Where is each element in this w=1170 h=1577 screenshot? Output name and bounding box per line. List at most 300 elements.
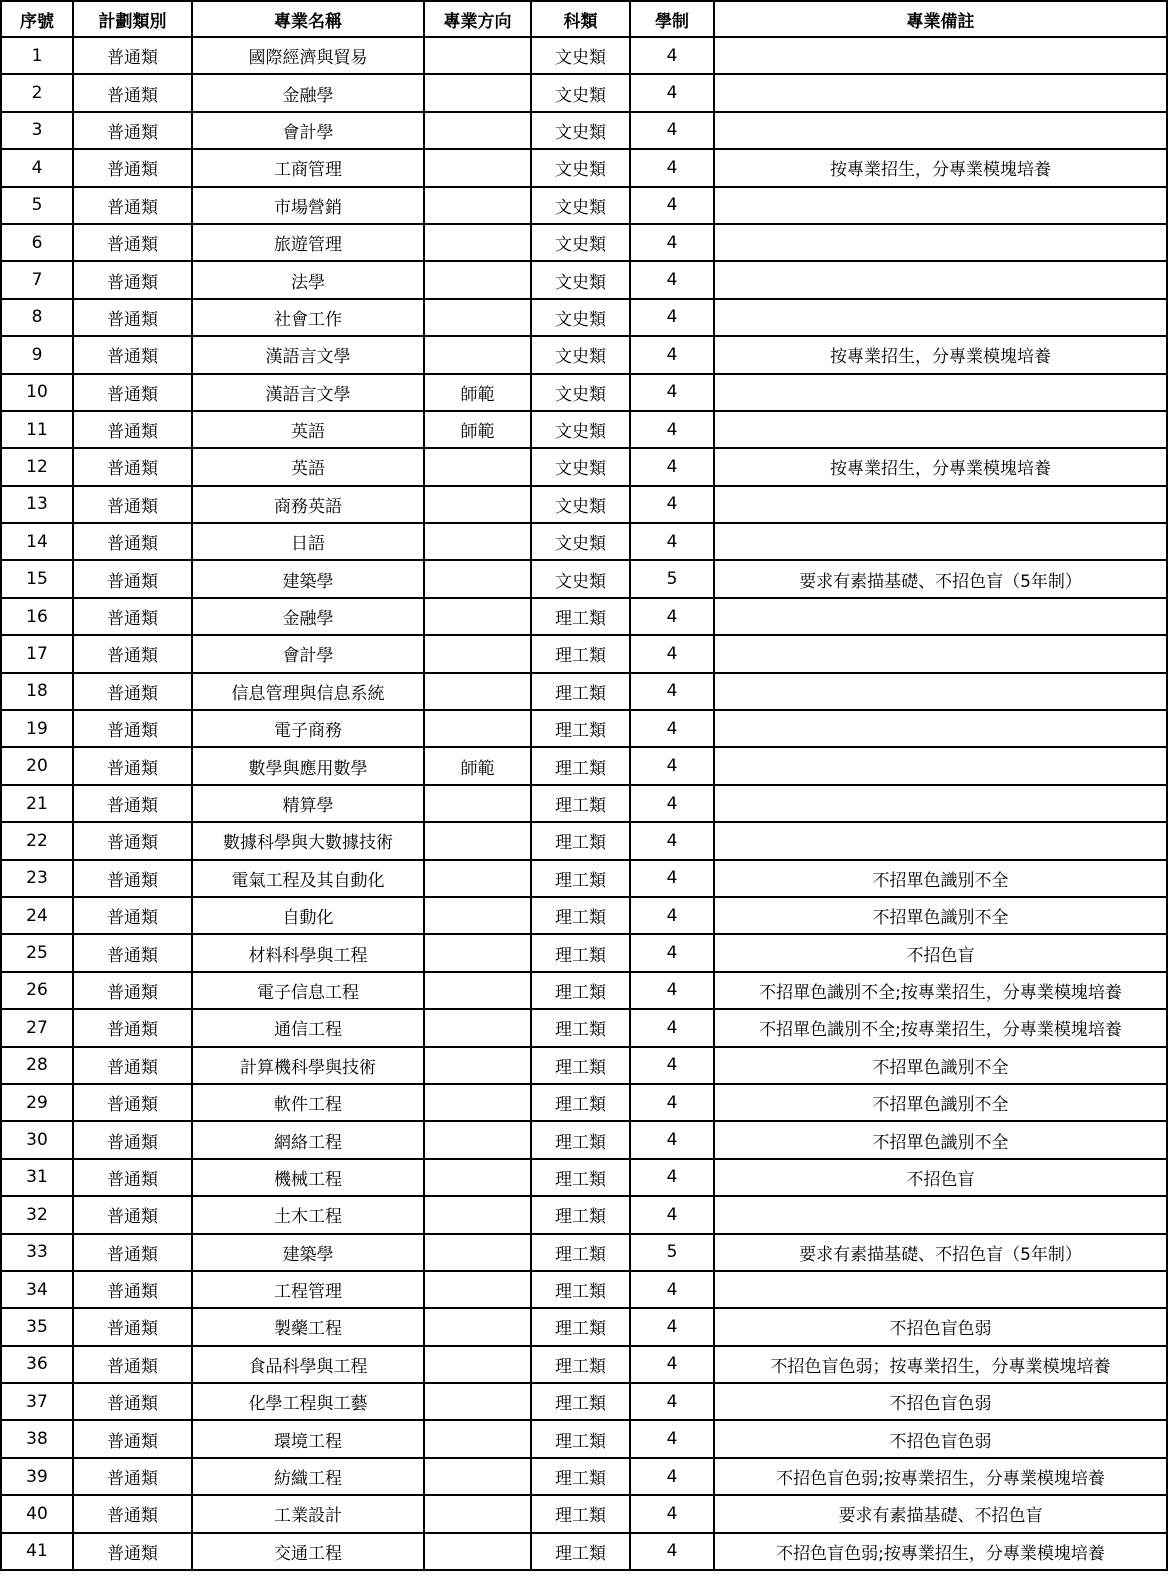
direction-cell: [424, 299, 531, 336]
subject-category-cell: 文史類: [531, 187, 630, 224]
index-cell: 39: [1, 1458, 73, 1495]
remarks-cell: 要求有素描基礎、不招色盲（5年制）: [714, 560, 1167, 597]
table-row: [1, 897, 1167, 934]
index-cell: 24: [1, 897, 73, 934]
direction-cell: [424, 560, 531, 597]
plan-type-cell: 普通類: [73, 1121, 192, 1158]
direction-cell: [424, 1533, 531, 1570]
index-cell: 9: [1, 336, 73, 373]
remarks-cell: 不招色盲色弱: [714, 1420, 1167, 1457]
direction-cell: [424, 37, 531, 74]
table-row: [1, 1383, 1167, 1420]
table-row: [1, 1533, 1167, 1570]
index-cell: 2: [1, 74, 73, 111]
duration-cell: 4: [630, 1458, 714, 1495]
major-name-cell: 建築學: [192, 1234, 424, 1271]
subject-category-cell: 理工類: [531, 635, 630, 672]
plan-type-cell: 普通類: [73, 149, 192, 186]
subject-category-cell: 文史類: [531, 37, 630, 74]
index-cell: 14: [1, 523, 73, 560]
index-cell: 15: [1, 560, 73, 597]
subject-category-cell: 理工類: [531, 1383, 630, 1420]
remarks-cell: 不招色盲色弱: [714, 1308, 1167, 1345]
header-cell-remarks: 專業備註: [714, 1, 1167, 37]
table-body: [1, 37, 1167, 1570]
plan-type-cell: 普通類: [73, 785, 192, 822]
subject-category-cell: 文史類: [531, 448, 630, 485]
direction-cell: [424, 261, 531, 298]
major-name-cell: 通信工程: [192, 1009, 424, 1046]
duration-cell: 4: [630, 785, 714, 822]
subject-category-cell: 文史類: [531, 411, 630, 448]
index-cell: 21: [1, 785, 73, 822]
remarks-cell: [714, 822, 1167, 859]
subject-category-cell: 理工類: [531, 1495, 630, 1532]
direction-cell: [424, 336, 531, 373]
direction-cell: [424, 897, 531, 934]
table-row: [1, 1084, 1167, 1121]
direction-cell: [424, 860, 531, 897]
table-row: [1, 74, 1167, 111]
index-cell: 11: [1, 411, 73, 448]
index-cell: 16: [1, 598, 73, 635]
header-cell-index: 序號: [1, 1, 73, 37]
plan-type-cell: 普通類: [73, 1533, 192, 1570]
table-row: [1, 673, 1167, 710]
remarks-cell: 不招單色識別不全: [714, 897, 1167, 934]
duration-cell: 4: [630, 1196, 714, 1233]
table-row: [1, 860, 1167, 897]
header-cell-plan-type: 計劃類別: [73, 1, 192, 37]
subject-category-cell: 文史類: [531, 374, 630, 411]
index-cell: 37: [1, 1383, 73, 1420]
remarks-cell: 要求有素描基礎、不招色盲（5年制）: [714, 1234, 1167, 1271]
major-name-cell: 國際經濟與貿易: [192, 37, 424, 74]
major-name-cell: 市場營銷: [192, 187, 424, 224]
plan-type-cell: 普通類: [73, 710, 192, 747]
duration-cell: 4: [630, 411, 714, 448]
plan-type-cell: 普通類: [73, 560, 192, 597]
direction-cell: 師範: [424, 411, 531, 448]
major-name-cell: 電子商務: [192, 710, 424, 747]
major-name-cell: 數據科學與大數據技術: [192, 822, 424, 859]
index-cell: 19: [1, 710, 73, 747]
subject-category-cell: 文史類: [531, 112, 630, 149]
remarks-cell: [714, 785, 1167, 822]
major-name-cell: 軟件工程: [192, 1084, 424, 1121]
index-cell: 12: [1, 448, 73, 485]
duration-cell: 4: [630, 747, 714, 784]
subject-category-cell: 理工類: [531, 822, 630, 859]
plan-type-cell: 普通類: [73, 261, 192, 298]
remarks-cell: [714, 411, 1167, 448]
direction-cell: [424, 1009, 531, 1046]
table-row: [1, 299, 1167, 336]
table-row: [1, 785, 1167, 822]
plan-type-cell: 普通類: [73, 598, 192, 635]
subject-category-cell: 理工類: [531, 747, 630, 784]
header-row: [1, 1, 1167, 37]
subject-category-cell: 理工類: [531, 1196, 630, 1233]
major-name-cell: 商務英語: [192, 486, 424, 523]
duration-cell: 4: [630, 598, 714, 635]
major-name-cell: 製藥工程: [192, 1308, 424, 1345]
remarks-cell: [714, 523, 1167, 560]
duration-cell: 4: [630, 822, 714, 859]
remarks-cell: [714, 1271, 1167, 1308]
plan-type-cell: 普通類: [73, 1271, 192, 1308]
index-cell: 35: [1, 1308, 73, 1345]
index-cell: 31: [1, 1159, 73, 1196]
index-cell: 20: [1, 747, 73, 784]
direction-cell: 師範: [424, 374, 531, 411]
direction-cell: [424, 1495, 531, 1532]
remarks-cell: [714, 1196, 1167, 1233]
table-row: [1, 1047, 1167, 1084]
index-cell: 25: [1, 934, 73, 971]
plan-type-cell: 普通類: [73, 486, 192, 523]
major-name-cell: 金融學: [192, 598, 424, 635]
index-cell: 5: [1, 187, 73, 224]
table-row: [1, 598, 1167, 635]
duration-cell: 4: [630, 37, 714, 74]
remarks-cell: [714, 486, 1167, 523]
table-row: [1, 934, 1167, 971]
plan-type-cell: 普通類: [73, 187, 192, 224]
major-name-cell: 金融學: [192, 74, 424, 111]
subject-category-cell: 文史類: [531, 336, 630, 373]
major-name-cell: 網絡工程: [192, 1121, 424, 1158]
subject-category-cell: 文史類: [531, 261, 630, 298]
plan-type-cell: 普通類: [73, 1383, 192, 1420]
index-cell: 13: [1, 486, 73, 523]
direction-cell: [424, 710, 531, 747]
major-name-cell: 自動化: [192, 897, 424, 934]
table-row: [1, 224, 1167, 261]
header-cell-subject-category: 科類: [531, 1, 630, 37]
subject-category-cell: 理工類: [531, 598, 630, 635]
remarks-cell: [714, 374, 1167, 411]
remarks-cell: [714, 74, 1167, 111]
direction-cell: [424, 486, 531, 523]
table-row: [1, 1420, 1167, 1457]
remarks-cell: 不招色盲色弱;按專業招生，分專業模塊培養: [714, 1458, 1167, 1495]
table-row: [1, 747, 1167, 784]
subject-category-cell: 理工類: [531, 1009, 630, 1046]
direction-cell: [424, 149, 531, 186]
remarks-cell: 按專業招生，分專業模塊培養: [714, 448, 1167, 485]
remarks-cell: 按專業招生，分專業模塊培養: [714, 149, 1167, 186]
major-name-cell: 食品科學與工程: [192, 1346, 424, 1383]
subject-category-cell: 理工類: [531, 710, 630, 747]
major-name-cell: 建築學: [192, 560, 424, 597]
duration-cell: 4: [630, 299, 714, 336]
table-row: [1, 1196, 1167, 1233]
major-name-cell: 紡織工程: [192, 1458, 424, 1495]
direction-cell: [424, 673, 531, 710]
plan-type-cell: 普通類: [73, 523, 192, 560]
duration-cell: 4: [630, 1308, 714, 1345]
subject-category-cell: 文史類: [531, 224, 630, 261]
duration-cell: 5: [630, 560, 714, 597]
table-row: [1, 1009, 1167, 1046]
direction-cell: [424, 1234, 531, 1271]
duration-cell: 4: [630, 972, 714, 1009]
duration-cell: 4: [630, 635, 714, 672]
major-name-cell: 會計學: [192, 635, 424, 672]
remarks-cell: [714, 673, 1167, 710]
subject-category-cell: 文史類: [531, 74, 630, 111]
direction-cell: [424, 1308, 531, 1345]
major-name-cell: 漢語言文學: [192, 336, 424, 373]
major-name-cell: 化學工程與工藝: [192, 1383, 424, 1420]
direction-cell: [424, 598, 531, 635]
direction-cell: [424, 1420, 531, 1457]
table-row: [1, 1159, 1167, 1196]
direction-cell: [424, 785, 531, 822]
index-cell: 23: [1, 860, 73, 897]
table-row: [1, 822, 1167, 859]
plan-type-cell: 普通類: [73, 112, 192, 149]
direction-cell: [424, 224, 531, 261]
remarks-cell: [714, 710, 1167, 747]
major-name-cell: 工商管理: [192, 149, 424, 186]
direction-cell: [424, 1159, 531, 1196]
remarks-cell: [714, 187, 1167, 224]
direction-cell: [424, 1346, 531, 1383]
duration-cell: 4: [630, 374, 714, 411]
remarks-cell: 不招色盲色弱: [714, 1383, 1167, 1420]
index-cell: 18: [1, 673, 73, 710]
direction-cell: [424, 635, 531, 672]
table-header: [1, 1, 1167, 37]
table-row: [1, 710, 1167, 747]
index-cell: 27: [1, 1009, 73, 1046]
plan-type-cell: 普通類: [73, 822, 192, 859]
duration-cell: 4: [630, 1121, 714, 1158]
plan-type-cell: 普通類: [73, 411, 192, 448]
header-cell-major-name: 專業名稱: [192, 1, 424, 37]
major-name-cell: 英語: [192, 411, 424, 448]
duration-cell: 4: [630, 897, 714, 934]
duration-cell: 4: [630, 1495, 714, 1532]
plan-type-cell: 普通類: [73, 1346, 192, 1383]
table-row: [1, 635, 1167, 672]
duration-cell: 4: [630, 187, 714, 224]
remarks-cell: 不招單色識別不全: [714, 1084, 1167, 1121]
major-name-cell: 交通工程: [192, 1533, 424, 1570]
direction-cell: [424, 1121, 531, 1158]
index-cell: 1: [1, 37, 73, 74]
plan-type-cell: 普通類: [73, 336, 192, 373]
subject-category-cell: 理工類: [531, 1271, 630, 1308]
subject-category-cell: 文史類: [531, 299, 630, 336]
duration-cell: 4: [630, 448, 714, 485]
remarks-cell: [714, 37, 1167, 74]
table-row: [1, 1234, 1167, 1271]
direction-cell: [424, 448, 531, 485]
remarks-cell: [714, 224, 1167, 261]
subject-category-cell: 理工類: [531, 860, 630, 897]
subject-category-cell: 理工類: [531, 1533, 630, 1570]
table-row: [1, 374, 1167, 411]
plan-type-cell: 普通類: [73, 1234, 192, 1271]
index-cell: 41: [1, 1533, 73, 1570]
plan-type-cell: 普通類: [73, 1420, 192, 1457]
duration-cell: 4: [630, 1420, 714, 1457]
remarks-cell: 不招單色識別不全: [714, 1121, 1167, 1158]
remarks-cell: 不招色盲色弱；按專業招生，分專業模塊培養: [714, 1346, 1167, 1383]
remarks-cell: [714, 112, 1167, 149]
index-cell: 32: [1, 1196, 73, 1233]
index-cell: 40: [1, 1495, 73, 1532]
major-name-cell: 數學與應用數學: [192, 747, 424, 784]
remarks-cell: 不招色盲: [714, 934, 1167, 971]
subject-category-cell: 理工類: [531, 1047, 630, 1084]
duration-cell: 4: [630, 112, 714, 149]
duration-cell: 4: [630, 934, 714, 971]
plan-type-cell: 普通類: [73, 37, 192, 74]
direction-cell: [424, 972, 531, 1009]
index-cell: 34: [1, 1271, 73, 1308]
table-row: [1, 1308, 1167, 1345]
duration-cell: 4: [630, 1159, 714, 1196]
subject-category-cell: 文史類: [531, 560, 630, 597]
plan-type-cell: 普通類: [73, 1009, 192, 1046]
table-row: [1, 37, 1167, 74]
duration-cell: 4: [630, 1084, 714, 1121]
remarks-cell: [714, 747, 1167, 784]
direction-cell: 師範: [424, 747, 531, 784]
duration-cell: 4: [630, 149, 714, 186]
major-name-cell: 精算學: [192, 785, 424, 822]
table-row: [1, 1346, 1167, 1383]
index-cell: 4: [1, 149, 73, 186]
major-name-cell: 會計學: [192, 112, 424, 149]
remarks-cell: [714, 261, 1167, 298]
remarks-cell: [714, 299, 1167, 336]
major-name-cell: 漢語言文學: [192, 374, 424, 411]
duration-cell: 4: [630, 1346, 714, 1383]
major-name-cell: 工程管理: [192, 1271, 424, 1308]
plan-type-cell: 普通類: [73, 1084, 192, 1121]
plan-type-cell: 普通類: [73, 374, 192, 411]
major-name-cell: 英語: [192, 448, 424, 485]
plan-type-cell: 普通類: [73, 635, 192, 672]
major-name-cell: 材料科學與工程: [192, 934, 424, 971]
duration-cell: 4: [630, 74, 714, 111]
remarks-cell: [714, 598, 1167, 635]
remarks-cell: 不招色盲: [714, 1159, 1167, 1196]
plan-type-cell: 普通類: [73, 972, 192, 1009]
plan-type-cell: 普通類: [73, 1495, 192, 1532]
header-cell-direction: 專業方向: [424, 1, 531, 37]
plan-type-cell: 普通類: [73, 224, 192, 261]
table-row: [1, 411, 1167, 448]
major-name-cell: 社會工作: [192, 299, 424, 336]
plan-type-cell: 普通類: [73, 1047, 192, 1084]
remarks-cell: [714, 635, 1167, 672]
plan-type-cell: 普通類: [73, 448, 192, 485]
plan-type-cell: 普通類: [73, 934, 192, 971]
index-cell: 38: [1, 1420, 73, 1457]
table-row: [1, 560, 1167, 597]
duration-cell: 4: [630, 1047, 714, 1084]
major-name-cell: 信息管理與信息系統: [192, 673, 424, 710]
duration-cell: 4: [630, 1009, 714, 1046]
major-name-cell: 旅遊管理: [192, 224, 424, 261]
direction-cell: [424, 1084, 531, 1121]
duration-cell: 4: [630, 1383, 714, 1420]
plan-type-cell: 普通類: [73, 1159, 192, 1196]
duration-cell: 5: [630, 1234, 714, 1271]
index-cell: 28: [1, 1047, 73, 1084]
major-name-cell: 電子信息工程: [192, 972, 424, 1009]
plan-type-cell: 普通類: [73, 860, 192, 897]
index-cell: 3: [1, 112, 73, 149]
direction-cell: [424, 822, 531, 859]
index-cell: 10: [1, 374, 73, 411]
direction-cell: [424, 1383, 531, 1420]
direction-cell: [424, 523, 531, 560]
duration-cell: 4: [630, 523, 714, 560]
table-row: [1, 448, 1167, 485]
duration-cell: 4: [630, 486, 714, 523]
direction-cell: [424, 1271, 531, 1308]
index-cell: 8: [1, 299, 73, 336]
major-name-cell: 工業設計: [192, 1495, 424, 1532]
subject-category-cell: 理工類: [531, 1346, 630, 1383]
subject-category-cell: 理工類: [531, 673, 630, 710]
duration-cell: 4: [630, 673, 714, 710]
table-row: [1, 1271, 1167, 1308]
major-name-cell: 計算機科學與技術: [192, 1047, 424, 1084]
table-row: [1, 149, 1167, 186]
plan-type-cell: 普通類: [73, 1308, 192, 1345]
table-row: [1, 1458, 1167, 1495]
subject-category-cell: 文史類: [531, 149, 630, 186]
table-row: [1, 261, 1167, 298]
index-cell: 17: [1, 635, 73, 672]
remarks-cell: 不招單色識別不全: [714, 860, 1167, 897]
remarks-cell: 不招單色識別不全;按專業招生，分專業模塊培養: [714, 1009, 1167, 1046]
plan-type-cell: 普通類: [73, 747, 192, 784]
direction-cell: [424, 1458, 531, 1495]
table-row: [1, 1121, 1167, 1158]
index-cell: 33: [1, 1234, 73, 1271]
direction-cell: [424, 112, 531, 149]
table-row: [1, 972, 1167, 1009]
major-name-cell: 電氣工程及其自動化: [192, 860, 424, 897]
duration-cell: 4: [630, 261, 714, 298]
major-name-cell: 環境工程: [192, 1420, 424, 1457]
subject-category-cell: 理工類: [531, 1420, 630, 1457]
remarks-cell: 不招色盲色弱;按專業招生，分專業模塊培養: [714, 1533, 1167, 1570]
index-cell: 22: [1, 822, 73, 859]
direction-cell: [424, 1047, 531, 1084]
plan-type-cell: 普通類: [73, 1196, 192, 1233]
subject-category-cell: 理工類: [531, 1121, 630, 1158]
subject-category-cell: 理工類: [531, 897, 630, 934]
major-name-cell: 法學: [192, 261, 424, 298]
duration-cell: 4: [630, 336, 714, 373]
plan-type-cell: 普通類: [73, 897, 192, 934]
subject-category-cell: 理工類: [531, 1084, 630, 1121]
table-row: [1, 1495, 1167, 1532]
major-name-cell: 機械工程: [192, 1159, 424, 1196]
duration-cell: 4: [630, 224, 714, 261]
remarks-cell: 要求有素描基礎、不招色盲: [714, 1495, 1167, 1532]
